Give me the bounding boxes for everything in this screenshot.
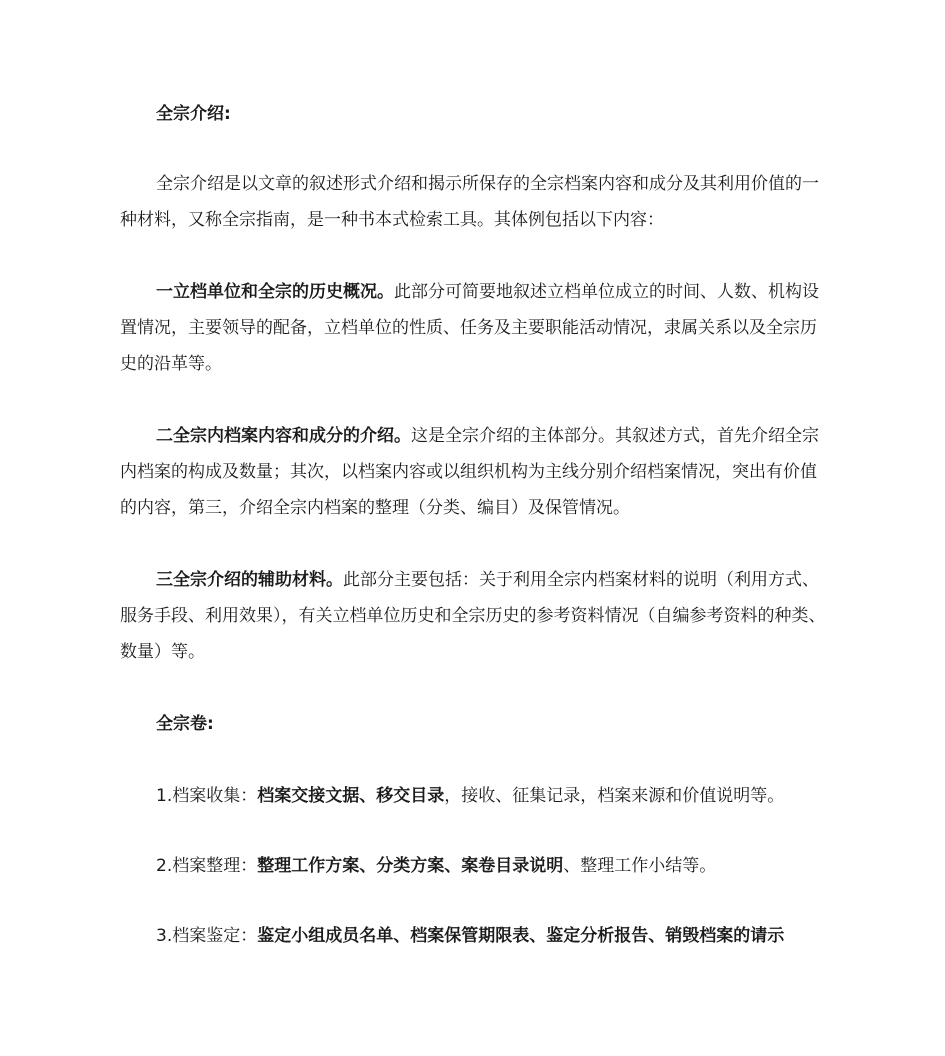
list-item-label: 3.档案鉴定： [156,926,258,946]
list-item [120,918,830,954]
list-item-bold: 整理工作方案、分类方案、案卷目录说明 [257,856,564,876]
list-item-rest: ，接收、征集记录，档案来源和价值说明等。 [444,786,785,806]
item2-text: 这是全宗介绍的主体部分。其叙述方式，首先介绍全宗内档案的构成及数量；其次，以档案内容或以组织机构为主线分别介绍档案情况，突出有价值的内容，第三，介绍全宗内档案的整理（分类、编目）及保管情况。 [120,426,819,518]
list-item-rest: 、整理工作小结等。 [563,856,717,876]
list-item-bold: 档案交接文据、移交目录 [257,786,445,806]
list-item [120,778,830,814]
intro-paragraph: 全宗介绍是以文章的叙述形式介绍和揭示所保存的全宗档案内容和成分及其利用价值的一种材料，又称全宗指南，是一种书本式检索工具。其体例包括以下内容： [120,174,819,230]
list-item-label: 2.档案整理： [156,856,258,876]
item1-text: 此部分可简要地叙述立档单位成立的时间、人数、机构设置情况，主要领导的配备，立档单位的性质、任务及主要职能活动情况，隶属关系以及全宗历史的沿革等。 [120,282,819,374]
intro-heading: 全宗介绍: [156,104,231,124]
item2-paragraph [120,418,830,526]
volume-heading: 全宗卷: [156,714,214,734]
item3-paragraph [120,562,830,670]
item1-paragraph [120,274,830,382]
item3-text: 此部分主要包括：关于利用全宗内档案材料的说明（利用方式、服务手段、利用效果），有关立档单位历史和全宗历史的参考资料情况（自编参考资料的种类、数量）等。 [120,570,826,662]
list-item-label: 1.档案收集： [156,786,258,806]
item3-title: 三全宗介绍的辅助材料。 [156,570,343,590]
list-item-bold: 鉴定小组成员名单、档案保管期限表、鉴定分析报告、销毁档案的请示 [257,926,785,946]
list-item [120,848,830,884]
item1-title: 一立档单位和全宗的历史概况。 [156,282,394,302]
item2-title: 二全宗内档案内容和成分的介绍。 [156,426,411,446]
